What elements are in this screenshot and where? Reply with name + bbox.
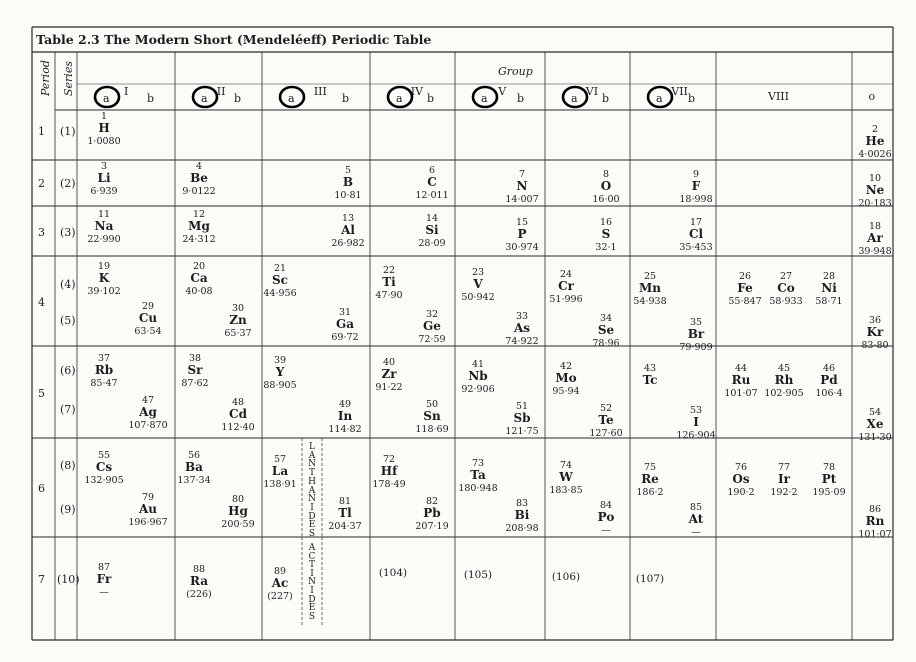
element-symbol: Os: [732, 472, 750, 486]
element-atomic-number: 11: [97, 209, 111, 220]
element-atomic-weight: 207·19: [415, 521, 449, 532]
period-number: 5: [38, 387, 45, 400]
group-IV-b-label: b: [427, 92, 435, 105]
element-symbol: Pb: [423, 506, 441, 520]
element-atomic-number: 83: [515, 498, 529, 509]
group-VI-a-label: a: [571, 92, 578, 105]
element-symbol: Hg: [228, 504, 248, 518]
period-number: 6: [38, 482, 45, 495]
actinides-label-letter: S: [308, 611, 316, 622]
element-atomic-weight: 131·30: [858, 432, 892, 443]
element-atomic-weight: 114·82: [328, 424, 362, 435]
element-atomic-weight: 88·905: [263, 380, 297, 391]
element-atomic-number: 3: [100, 161, 108, 172]
element-atomic-weight: 39·102: [87, 286, 121, 297]
element-atomic-number: 46: [822, 363, 836, 374]
element-atomic-weight: 121·75: [505, 426, 539, 437]
period-column-label: Period: [39, 60, 52, 96]
element-atomic-weight: 63·54: [134, 326, 162, 337]
element-atomic-weight: 85·47: [90, 378, 118, 389]
element-atomic-weight: 18·998: [679, 194, 713, 205]
group-numeral-IV: IV: [410, 85, 424, 98]
actinides-label-letter: D: [308, 594, 316, 605]
element-atomic-number: 41: [471, 359, 485, 370]
element-atomic-number: 35: [689, 317, 703, 328]
element-symbol: Li: [97, 171, 111, 185]
series-number: (1): [60, 125, 76, 138]
element-symbol: F: [691, 179, 701, 193]
lanthanides-label-letter: T: [308, 468, 315, 479]
lanthanides-label-letter: H: [308, 476, 316, 487]
element-atomic-weight: 132·905: [84, 475, 124, 486]
element-atomic-number: 16: [599, 217, 613, 228]
element-symbol: Zn: [229, 313, 247, 327]
group-V-a-label: a: [481, 92, 488, 105]
element-atomic-number: 31: [338, 307, 352, 318]
element-symbol: Ag: [139, 405, 157, 419]
element-atomic-number: 40: [382, 357, 396, 368]
period-number: 1: [38, 125, 45, 138]
element-symbol: Cu: [138, 311, 158, 325]
element-symbol: Bi: [514, 508, 530, 522]
lanthanides-label-letter: L: [309, 442, 315, 452]
element-symbol: Cs: [95, 460, 113, 474]
period-number: 4: [38, 296, 45, 309]
lanthanides-label-letter: E: [308, 520, 316, 531]
element-atomic-weight: 6·939: [90, 186, 118, 197]
element-atomic-weight: 35·453: [679, 242, 713, 253]
element-atomic-number: 30: [231, 303, 245, 314]
lanthanides-label-letter: A: [308, 485, 316, 496]
group-V-b-label: b: [517, 92, 525, 105]
element-placeholder: (105): [463, 569, 493, 581]
actinides-label-letter: I: [310, 568, 314, 579]
element-atomic-number: 17: [689, 217, 703, 228]
element-atomic-number: 53: [689, 405, 703, 416]
element-atomic-number: 42: [559, 361, 573, 372]
element-atomic-weight: 138·91: [263, 479, 297, 490]
element-atomic-number: 8: [602, 169, 610, 180]
element-atomic-number: 14: [425, 213, 439, 224]
element-atomic-weight: 107·870: [128, 420, 168, 431]
element-atomic-weight: 208·98: [505, 523, 539, 534]
element-atomic-number: 28: [822, 271, 836, 282]
group-IV-a-label: a: [396, 92, 403, 105]
element-symbol: Zr: [381, 367, 397, 381]
element-symbol: Hf: [380, 464, 398, 478]
element-symbol: Y: [275, 365, 285, 379]
element-symbol: Si: [425, 223, 439, 237]
element-atomic-weight: 58·71: [815, 296, 843, 307]
element-atomic-weight: 91·22: [375, 382, 403, 393]
element-atomic-number: 25: [643, 271, 657, 282]
element-symbol: Ar: [867, 231, 883, 245]
element-atomic-weight: 74·922: [505, 336, 539, 347]
element-atomic-number: 54: [868, 407, 882, 418]
element-symbol: Ga: [335, 317, 355, 331]
group-III-b-label: b: [342, 92, 350, 105]
element-atomic-number: 26: [738, 271, 752, 282]
element-atomic-weight: 72·59: [418, 334, 446, 345]
element-atomic-weight: 10·81: [334, 190, 362, 201]
element-symbol: La: [271, 464, 289, 478]
element-symbol: S: [601, 227, 611, 241]
element-symbol: Ac: [271, 576, 289, 590]
element-symbol: P: [517, 227, 527, 241]
element-atomic-weight: 79·909: [679, 342, 713, 353]
element-symbol: Sc: [272, 273, 288, 287]
element-symbol: Sr: [187, 363, 203, 377]
group-VII-b-label: b: [688, 92, 696, 105]
element-symbol: Nb: [468, 369, 488, 383]
group-VI-b-label: b: [602, 92, 610, 105]
series-column-label: Series: [62, 61, 75, 96]
element-atomic-weight: 55·847: [728, 296, 762, 307]
element-atomic-weight: (226): [186, 589, 212, 600]
table-title: Table 2.3 The Modern Short (Mendeléeff) Periodic Table: [36, 32, 432, 47]
element-atomic-number: 32: [425, 309, 439, 320]
element-atomic-number: 52: [599, 403, 613, 414]
element-atomic-number: 38: [188, 353, 202, 364]
element-symbol: Rb: [94, 363, 114, 377]
element-atomic-weight: 195·09: [812, 487, 846, 498]
element-atomic-weight: 78·96: [592, 338, 620, 349]
element-symbol: Te: [598, 413, 614, 427]
element-atomic-number: 5: [344, 165, 352, 176]
element-atomic-weight: 69·72: [331, 332, 359, 343]
element-symbol: Br: [687, 327, 705, 341]
element-atomic-number: 36: [868, 315, 882, 326]
element-atomic-number: 33: [515, 311, 529, 322]
element-atomic-weight: 54·938: [633, 296, 667, 307]
element-atomic-number: 72: [382, 454, 396, 465]
element-symbol: Pd: [820, 373, 838, 387]
element-atomic-number: 34: [599, 313, 613, 324]
element-atomic-weight: 50·942: [461, 292, 495, 303]
element-symbol: Mn: [638, 281, 661, 295]
element-symbol: Ir: [778, 472, 790, 486]
element-atomic-number: 89: [273, 566, 287, 577]
element-symbol: Se: [597, 323, 615, 337]
element-atomic-number: 79: [141, 492, 155, 503]
element-atomic-number: 1: [100, 111, 108, 122]
group-numeral-III: III: [313, 85, 327, 98]
lanthanides-label-letter: I: [310, 502, 314, 513]
element-atomic-weight: —: [601, 525, 611, 536]
period-number: 2: [38, 177, 45, 190]
element-atomic-weight: 65·37: [224, 328, 252, 339]
element-symbol: Xe: [866, 417, 884, 431]
element-symbol: Re: [641, 472, 659, 486]
element-atomic-weight: (227): [267, 591, 293, 602]
element-atomic-weight: 14·007: [505, 194, 539, 205]
element-symbol: C: [427, 175, 437, 189]
element-symbol: Be: [190, 171, 208, 185]
element-atomic-number: 22: [382, 265, 396, 276]
element-symbol: Au: [138, 502, 158, 516]
element-atomic-weight: 102·905: [764, 388, 804, 399]
element-atomic-number: 18: [868, 221, 882, 232]
element-atomic-weight: 126·904: [676, 430, 716, 441]
element-symbol: In: [337, 409, 353, 423]
actinides-label-letter: T: [308, 560, 315, 571]
element-symbol: Al: [341, 223, 355, 237]
element-symbol: N: [516, 179, 528, 193]
actinides-label-letter: C: [308, 551, 316, 562]
group-II-b-label: b: [234, 92, 242, 105]
element-atomic-number: 19: [97, 261, 111, 272]
element-atomic-number: 77: [777, 462, 791, 473]
lanthanides-label-letter: D: [308, 511, 316, 522]
element-atomic-weight: 58·933: [769, 296, 803, 307]
element-atomic-number: 44: [734, 363, 748, 374]
element-symbol: Cl: [688, 227, 704, 241]
element-symbol: Ra: [189, 574, 209, 588]
element-atomic-number: 7: [518, 169, 526, 180]
series-number: (3): [60, 226, 76, 239]
element-atomic-number: 24: [559, 269, 573, 280]
group-numeral-VIII: VIII: [768, 90, 789, 103]
element-atomic-weight: 39·948: [858, 246, 892, 257]
element-symbol: He: [865, 134, 885, 148]
actinides-label-letter: A: [308, 543, 316, 553]
period-number: 7: [38, 573, 45, 586]
element-atomic-weight: 127·60: [589, 428, 623, 439]
group-numeral-V: V: [498, 85, 507, 98]
series-number: (2): [60, 177, 76, 190]
element-atomic-number: 80: [231, 494, 245, 505]
element-atomic-number: 75: [643, 462, 657, 473]
element-atomic-weight: 180·948: [458, 483, 498, 494]
element-symbol: Po: [597, 510, 615, 524]
element-atomic-weight: 92·906: [461, 384, 495, 395]
group-numeral-VII: VII: [671, 85, 688, 98]
series-number: (8): [60, 459, 76, 472]
lanthanides-label-letter: N: [308, 494, 316, 505]
series-number: (10): [57, 573, 80, 586]
actinides-label-letter: E: [308, 603, 316, 614]
element-placeholder: (104): [378, 567, 408, 579]
element-symbol: Ti: [382, 275, 396, 289]
element-atomic-number: 87: [97, 562, 111, 573]
element-symbol: V: [473, 277, 483, 291]
element-atomic-number: 55: [97, 450, 111, 461]
group-III-a-label: a: [288, 92, 295, 105]
element-atomic-number: 37: [97, 353, 111, 364]
element-atomic-number: 86: [868, 504, 882, 515]
element-atomic-weight: 16·00: [592, 194, 620, 205]
element-symbol: Kr: [866, 325, 884, 339]
element-symbol: Co: [777, 281, 795, 295]
element-atomic-number: 23: [471, 267, 485, 278]
element-atomic-weight: 9·0122: [182, 186, 216, 197]
element-symbol: Fe: [737, 281, 753, 295]
element-atomic-number: 13: [341, 213, 355, 224]
lanthanides-label-letter: A: [308, 450, 316, 461]
element-atomic-weight: 4·0026: [858, 149, 892, 160]
group-numeral-II: II: [216, 85, 226, 98]
element-symbol: W: [559, 470, 573, 484]
group-numeral-VI: VI: [585, 85, 599, 98]
group-I-a-label: a: [103, 92, 110, 105]
element-atomic-number: 74: [559, 460, 573, 471]
group-numeral-I: I: [124, 85, 129, 98]
series-number: (7): [60, 403, 76, 416]
element-symbol: Na: [94, 219, 114, 233]
element-atomic-number: 81: [338, 496, 352, 507]
group-II-a-label: a: [201, 92, 208, 105]
element-symbol: Ni: [821, 281, 837, 295]
element-atomic-weight: 101·07: [724, 388, 758, 399]
element-atomic-weight: 204·37: [328, 521, 362, 532]
element-symbol: Mo: [555, 371, 577, 385]
element-atomic-number: 45: [777, 363, 791, 374]
element-atomic-weight: 200·59: [221, 519, 255, 530]
element-symbol: Rn: [865, 514, 885, 528]
element-atomic-number: 43: [643, 363, 657, 374]
element-atomic-weight: 95·94: [552, 386, 580, 397]
element-atomic-number: 84: [599, 500, 613, 511]
element-placeholder: (107): [635, 573, 665, 585]
series-number: (4): [60, 278, 76, 291]
element-atomic-weight: 47·90: [375, 290, 403, 301]
element-atomic-number: 20: [192, 261, 206, 272]
element-symbol: Fr: [96, 572, 112, 586]
element-atomic-weight: 106·4: [815, 388, 843, 399]
element-atomic-weight: 178·49: [372, 479, 406, 490]
element-atomic-number: 76: [734, 462, 748, 473]
element-atomic-weight: 24·312: [182, 234, 216, 245]
element-atomic-weight: 12·011: [415, 190, 449, 201]
element-symbol: I: [693, 415, 699, 429]
element-atomic-number: 10: [868, 173, 882, 184]
element-atomic-number: 12: [192, 209, 206, 220]
element-atomic-number: 21: [273, 263, 287, 274]
element-atomic-number: 85: [689, 502, 703, 513]
element-symbol: O: [600, 179, 612, 193]
element-atomic-weight: 20·183: [858, 198, 892, 209]
lanthanides-label-letter: N: [308, 459, 316, 470]
element-symbol: As: [513, 321, 531, 335]
element-atomic-weight: 40·08: [185, 286, 213, 297]
element-atomic-weight: 83·80: [861, 340, 889, 351]
element-atomic-weight: 192·2: [770, 487, 798, 498]
element-atomic-number: 82: [425, 496, 439, 507]
element-symbol: Cd: [229, 407, 247, 421]
element-atomic-weight: 51·996: [549, 294, 583, 305]
series-number: (9): [60, 503, 76, 516]
element-atomic-number: 39: [273, 355, 287, 366]
element-atomic-number: 9: [692, 169, 700, 180]
element-symbol: H: [98, 121, 110, 135]
actinides-label-letter: I: [310, 586, 314, 596]
element-atomic-weight: 28·09: [418, 238, 446, 249]
element-atomic-number: 73: [471, 458, 485, 469]
element-atomic-weight: 186·2: [636, 487, 664, 498]
element-symbol: Ta: [470, 468, 486, 482]
group-numeral-o: o: [868, 90, 876, 103]
element-atomic-weight: 112·40: [221, 422, 255, 433]
element-atomic-weight: —: [99, 587, 109, 598]
element-symbol: Rh: [774, 373, 794, 387]
element-symbol: Sn: [423, 409, 441, 423]
element-symbol: Ba: [185, 460, 203, 474]
element-atomic-weight: 1·0080: [87, 136, 121, 147]
element-atomic-number: 48: [231, 397, 245, 408]
element-atomic-number: 78: [822, 462, 836, 473]
actinides-label-letter: N: [308, 577, 316, 588]
element-atomic-number: 27: [779, 271, 793, 282]
element-atomic-weight: 118·69: [415, 424, 449, 435]
lanthanides-label-letter: S: [308, 529, 316, 539]
element-atomic-weight: 32·1: [595, 242, 617, 253]
element-symbol: Mg: [188, 219, 210, 233]
element-atomic-weight: 26·982: [331, 238, 365, 249]
element-atomic-weight: 101·07: [858, 529, 892, 540]
element-symbol: Tl: [338, 506, 352, 520]
element-symbol: Ca: [190, 271, 208, 285]
element-symbol: Ge: [423, 319, 441, 333]
element-atomic-weight: 190·2: [727, 487, 755, 498]
element-symbol: Ne: [865, 183, 885, 197]
element-atomic-number: 57: [273, 454, 287, 465]
element-atomic-number: 51: [515, 401, 529, 412]
element-symbol: Sb: [513, 411, 531, 425]
element-atomic-number: 47: [141, 395, 155, 406]
element-atomic-weight: —: [691, 527, 701, 538]
element-atomic-number: 88: [192, 564, 206, 575]
element-symbol: B: [342, 175, 354, 189]
element-atomic-weight: 137·34: [177, 475, 211, 486]
element-atomic-weight: 30·974: [505, 242, 539, 253]
element-atomic-weight: 87·62: [181, 378, 209, 389]
element-symbol: Cr: [558, 279, 574, 293]
element-symbol: Ru: [731, 373, 751, 387]
element-atomic-weight: 44·956: [263, 288, 297, 299]
element-atomic-weight: 22·990: [87, 234, 121, 245]
element-placeholder: (106): [551, 571, 581, 583]
element-symbol: Tc: [642, 373, 658, 387]
element-atomic-number: 56: [187, 450, 201, 461]
element-atomic-number: 15: [515, 217, 529, 228]
element-atomic-number: 50: [425, 399, 439, 410]
element-atomic-number: 6: [428, 165, 436, 176]
element-symbol: K: [98, 271, 110, 285]
group-VII-a-label: a: [656, 92, 663, 105]
period-number: 3: [38, 226, 45, 239]
element-atomic-number: 49: [338, 399, 352, 410]
element-atomic-number: 4: [195, 161, 203, 172]
element-atomic-weight: 196·967: [128, 517, 168, 528]
series-number: (5): [60, 314, 76, 327]
series-number: (6): [60, 364, 76, 377]
element-atomic-number: 29: [141, 301, 155, 312]
element-atomic-weight: 183·85: [549, 485, 583, 496]
element-atomic-number: 2: [871, 124, 879, 135]
element-symbol: Pt: [821, 472, 837, 486]
group-header-label: Group: [498, 65, 533, 78]
group-I-b-label: b: [147, 92, 155, 105]
element-symbol: At: [688, 512, 704, 526]
